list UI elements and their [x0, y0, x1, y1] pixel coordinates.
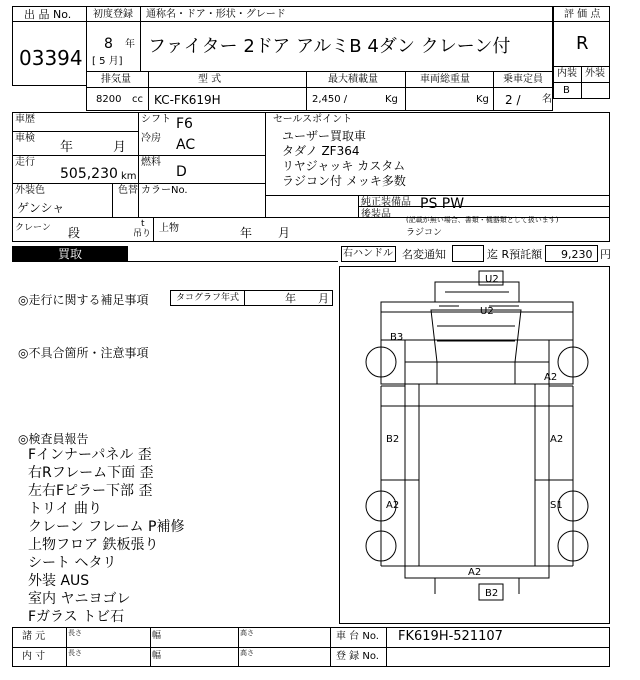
exterior-color-label: 外装色	[15, 185, 45, 196]
aftermarket-item: ラジコン	[406, 228, 443, 238]
mileage-label: 走行	[15, 157, 35, 168]
deposit-unit: 円	[600, 248, 611, 261]
displacement-label: 排気量	[101, 74, 131, 85]
damage-b2-left-side: B2	[386, 434, 400, 445]
overall-grade: R	[576, 33, 589, 54]
aftermarket-label: 後装品	[361, 209, 391, 220]
bed-month-unit: 月	[278, 226, 291, 240]
length-label: 長さ	[68, 629, 82, 637]
color-change-label: 色替	[118, 185, 138, 196]
damage-a2-right-side: A2	[550, 434, 564, 445]
model-label: 型 式	[198, 74, 222, 85]
displacement-unit: cc	[132, 94, 143, 105]
interior-grade-label: 内装	[557, 68, 577, 79]
height-label: 高さ	[240, 629, 254, 637]
displacement: 8200	[96, 94, 122, 105]
history-label: 車歴	[15, 114, 35, 125]
damage-a2-left-rear: A2	[386, 500, 400, 511]
buy-label: 買取	[57, 247, 82, 261]
sales-point-2: タダノ ZF364	[282, 144, 360, 158]
deposit-amount: 9,230	[561, 248, 593, 261]
sales-point-label: セールスポイント	[273, 114, 353, 125]
mileage-unit: km	[121, 171, 137, 182]
capacity-label: 乗車定員	[503, 74, 543, 85]
inspector-item-3: 左右Fピラー下部 歪	[28, 483, 153, 499]
width-label: 幅	[152, 631, 162, 641]
model: KC-FK619H	[154, 93, 221, 107]
sales-point-4: ラジコン付 メッキ多数	[282, 174, 406, 188]
registration-number-label: 登 録 No.	[336, 651, 379, 662]
inspector-report-label: ◎検査員報告	[18, 432, 89, 446]
registration-year-unit: 年	[125, 39, 135, 50]
interior-grade: B	[563, 85, 570, 96]
sales-point-3: リヤジャッキ カスタム	[282, 159, 406, 173]
damage-b2-rear-bumper: B2	[485, 588, 499, 599]
name-change-box	[452, 245, 484, 262]
supplement-label: ◎走行に関する補足事項	[18, 293, 149, 307]
max-load-label: 最大積載量	[328, 74, 378, 85]
lot-number-label: 出 品 No.	[24, 8, 72, 21]
damage-a2-rear: A2	[468, 567, 482, 578]
defects-label: ◎不具合箇所・注意事項	[18, 346, 149, 360]
inspector-item-1: Fインナーパネル 歪	[28, 447, 152, 463]
damage-a2-right-cab: A2	[544, 372, 558, 383]
inspector-item-9: 室内 ヤニヨゴレ	[28, 591, 131, 607]
interior-width-label: 幅	[152, 651, 162, 661]
exterior-color: ゲンシャ	[17, 201, 65, 215]
registration-year: 8	[104, 36, 113, 52]
inspector-item-6: 上物フロア 鉄板張り	[28, 537, 159, 553]
capacity: 2 /	[505, 93, 521, 107]
fuel-label: 燃料	[141, 157, 161, 168]
inspection-label: 車検	[15, 133, 35, 144]
inspector-item-4: トリイ 曲り	[28, 501, 103, 517]
sales-point-1: ユーザー買取車	[282, 129, 367, 143]
specs-footer-label: 諸 元	[22, 631, 46, 642]
mileage: 505,230	[60, 166, 118, 182]
name-change-label: 名変通知	[402, 248, 446, 261]
interior-length-label: 長さ	[68, 649, 82, 657]
ac-label: 冷房	[141, 133, 161, 144]
steering: 右ハンドル	[343, 248, 393, 259]
air-conditioning: AC	[176, 137, 196, 153]
max-load-unit: Kg	[385, 94, 398, 105]
bed-year-unit: 年	[240, 226, 253, 240]
tachograph-month-unit: 月	[318, 292, 329, 305]
gross-weight-label: 車両総重量	[420, 74, 470, 85]
equipment-label: 純正装備品	[361, 197, 411, 208]
inspector-item-5: クレーン フレーム P補修	[28, 519, 185, 535]
fuel: D	[176, 164, 187, 180]
chassis-number: FK619H-521107	[398, 629, 503, 644]
exterior-grade-label: 外装	[585, 68, 605, 79]
bed-label: 上物	[159, 223, 179, 234]
inspector-item-7: シート ヘタリ	[28, 555, 117, 571]
inspector-item-2: 右Rフレーム下面 歪	[28, 465, 154, 481]
vehicle-title: ファイター 2ドア アルミB 4ダン クレーン付	[148, 36, 511, 57]
inspection-month-unit: 月	[113, 140, 127, 155]
interior-dimensions-label: 内 寸	[22, 651, 46, 662]
first-registration-label: 初度登録	[93, 9, 133, 20]
vehicle-name-label: 通称名・ドア・形状・グレード	[146, 9, 286, 20]
lot-number: 03394	[19, 46, 83, 70]
max-load: 2,450 /	[312, 94, 348, 105]
tachograph-year-unit: 年	[285, 292, 296, 305]
shift: F6	[176, 116, 193, 132]
tachograph-label: タコグラフ年式	[176, 293, 240, 303]
crane-stage-unit: 段	[68, 226, 81, 240]
damage-u2-cab: U2	[480, 306, 494, 317]
equipment: PS PW	[420, 196, 465, 212]
damage-b3-left-mirror: B3	[390, 332, 404, 343]
crane-ton-unit: t	[141, 219, 145, 229]
inspector-item-8: 外装 AUS	[28, 573, 90, 589]
damage-s1-right-rear: S1	[550, 500, 563, 511]
chassis-number-label: 車 台 No.	[336, 631, 379, 642]
interior-height-label: 高さ	[240, 649, 254, 657]
gross-weight-unit: Kg	[476, 94, 489, 105]
inspection-year-unit: 年	[60, 140, 74, 155]
crane-lift-label: 吊り	[133, 229, 152, 239]
truck-condition-diagram	[339, 266, 610, 624]
crane-label: クレーン	[15, 223, 51, 233]
shift-label: シフト	[141, 114, 171, 125]
damage-u2-bumper: U2	[485, 274, 499, 285]
color-number-label: カラーNo.	[141, 185, 188, 196]
buy-banner	[12, 246, 128, 262]
aftermarket-note: (記載が無い場合、書類・機器類として扱います)	[406, 216, 559, 224]
deposit-label: 迄 R預託額	[487, 248, 543, 261]
registration-month: [ 5 月]	[92, 56, 123, 67]
capacity-unit: 名	[542, 94, 552, 105]
inspector-item-10: Fガラス トビ石	[28, 609, 125, 625]
grade-label: 評 価 点	[564, 9, 601, 20]
